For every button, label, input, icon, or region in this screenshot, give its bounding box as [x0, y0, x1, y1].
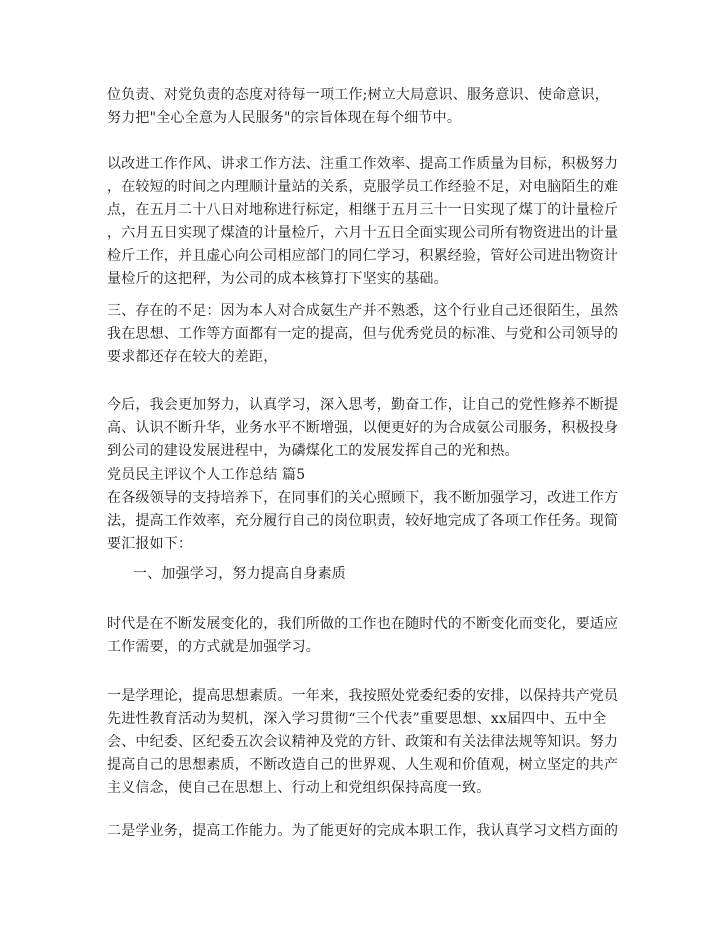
paragraph-responsibility: 位负责、对党负责的态度对待每一项工作;树立大局意识、服务意识、使命意识， 努力把"全心全意为人民服务"的宗旨体现在每个细节中。: [107, 87, 609, 126]
paragraph-shortcomings: 三、存在的不足：因为本人对合成氨生产并不熟悉，这个行业自己还很陌生，虽然 我在思想、工作等方面都有一定的提高，但与优秀党员的标准、与党和公司领导的 要求都还存在较大的差距，: [107, 303, 619, 365]
paragraph-work-style: 以改进工作作风、讲求工作方法、注重工作效率、提高工作质量为目标，积极努力 ，在较短的时间之内理顺计量站的关系，克服学员工作经验不足，对电脑陌生的难 点，在五月二十八日对地称进行标定，相继于五月三十一日实现了煤丁的计量检斤 ，六月五日实现了煤渣的计量检斤，六月十五日全面实现公司所有物资进出的计量 检斤工作，并且虚心向公司相应部门的同仁学习，积累经验，管好公司进出物资计 量检斤的这把秤，为公司的成本核算打下坚实的基础。: [107, 156, 619, 287]
paragraph-future-plans: 今后，我会更加努力，认真学习，深入思考，勤奋工作，让自己的党性修养不断提 高、认识不断升华，业务水平不断增强，以便更好的为合成氨公司服务，积极投身 到公司的建设发展进程中，为磷煤化工的发展发挥自己的光和热。: [107, 397, 619, 459]
paragraph-times-change: 时代是在不断发展变化的，我们所做的工作也在随时代的不断变化而变化，要适应 工作需要，的方式就是加强学习。: [107, 616, 619, 655]
section-title: 党员民主评议个人工作总结 篇5: [107, 467, 306, 483]
subheading-strengthen-study: 一、加强学习，努力提高自身素质: [133, 566, 346, 582]
paragraph-study-theory: 一是学理论，提高思想素质。一年来，我按照处党委纪委的安排，以保持共产党员 先进性教育活动为契机，深入学习贯彻“三个代表”重要思想、xx届四中、五中全 会、中纪委、区纪委五次会议精神及党的方针、政策和有关法律法规等知识。努力 提高自己的思想素质，不断改造自己的世界观、人生观和价值观，树立坚定的共产 主义信念，使自己在思想上、行动上和党组织保持高度一致。: [107, 688, 619, 796]
paragraph-study-business: 二是学业务，提高工作能力。为了能更好的完成本职工作，我认真学习文档方面的: [107, 823, 619, 839]
paragraph-introduction: 在各级领导的支持培养下，在同事们的关心照顾下，我不断加强学习，改进工作方 法，提高工作效率，充分履行自己的岗位职责，较好地完成了各项工作任务。现简 要汇报如下：: [107, 490, 619, 552]
